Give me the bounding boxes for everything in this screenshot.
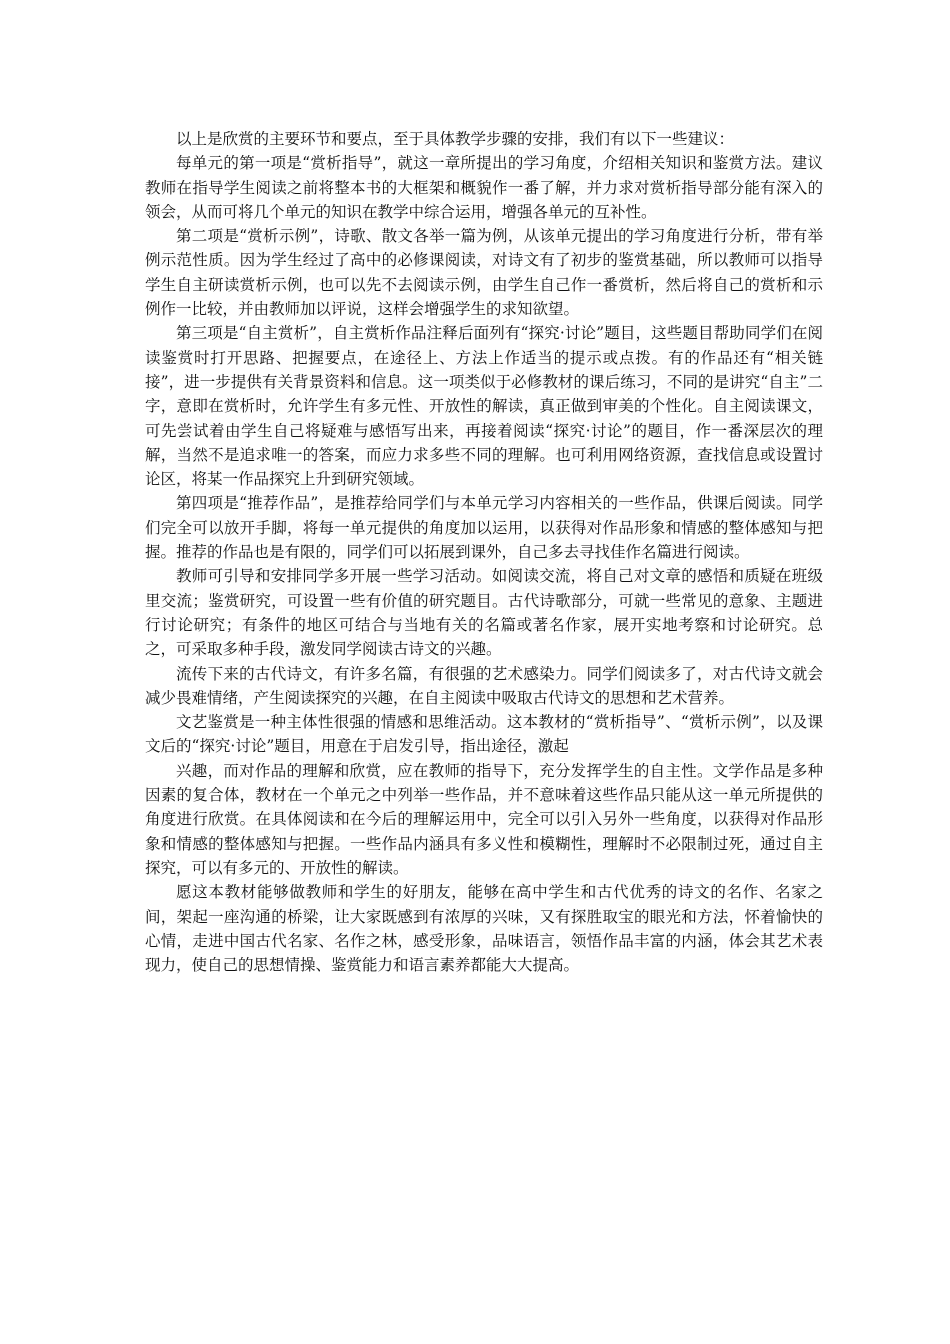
paragraph-ancient-poetry: 流传下来的古代诗文，有许多名篇，有很强的艺术感染力。同学们阅读多了，对古代诗文就会减少畏难情绪，产生阅读探究的兴趣，在自主阅读中吸取古代诗文的思想和艺术营养。: [145, 664, 823, 707]
document-body: [145, 127, 823, 977]
paragraph-appreciation-guide: 每单元的第一项是“赏析指导”，就这一章所提出的学习角度，介绍相关知识和鉴赏方法。建议教师在指导学生阅读之前将整本书的大框架和概貌作一番了解，并力求对赏析指导部分能有深入的领会，从而可将几个单元的知识在教学中综合运用，增强各单元的互补性。: [145, 154, 823, 221]
paragraph-recommended-works: 第四项是“推荐作品”，是推荐给同学们与本单元学习内容相关的一些作品，供课后阅读。同学们完全可以放开手脚，将每一单元提供的角度加以运用，以获得对作品形象和情感的整体感知与把握。推荐的作品也是有限的，同学们可以拓展到课外，自己多去寻找佳作名篇进行阅读。: [145, 494, 823, 562]
paragraph-learning-activities: 教师可引导和安排同学多开展一些学习活动。如阅读交流，将自己对文章的感悟和质疑在班级里交流；鉴赏研究，可设置一些有价值的研究题目。古代诗歌部分，可就一些常见的意象、主题进行讨论研究；有条件的地区可结合与当地有关的名篇或著名作家，展开实地考察和讨论研究。总之，可采取多种手段，激发同学阅读古诗文的兴趣。: [145, 567, 823, 659]
paragraph-closing-wish: 愿这本教材能够做教师和学生的好朋友，能够在高中学生和古代优秀的诗文的名作、名家之间，架起一座沟通的桥梁，让大家既感到有浓厚的兴味，又有探胜取宝的眼光和方法，怀着愉快的心情，走进中国古代名家、名作之林，感受形象，品味语言，领悟作品丰富的内涵，体会其艺术表现力，使自己的思想情操、鉴赏能力和语言素养都能大大提高。: [145, 883, 823, 975]
paragraph-literary-appreciation: 文艺鉴赏是一种主体性很强的情感和思维活动。这本教材的“赏析指导”、“赏析示例”，以及课文后的“探究·讨论”题目，用意在于启发引导，指出途径，激起: [145, 713, 823, 756]
paragraph-interest-autonomy: 兴趣，而对作品的理解和欣赏，应在教师的指导下，充分发挥学生的自主性。文学作品是多种因素的复合体，教材在一个单元之中列举一些作品，并不意味着这些作品只能从这一单元所提供的角度进行欣赏。在具体阅读和在今后的理解运用中，完全可以引入另外一些角度，以获得对作品形象和情感的整体感知与把握。一些作品内涵具有多义性和模糊性，理解时不必限制过死，通过自主探究，可以有多元的、开放性的解读。: [145, 761, 823, 877]
paragraph-appreciation-example: 第二项是“赏析示例”，诗歌、散文各举一篇为例，从该单元提出的学习角度进行分析，带有举例示范性质。因为学生经过了高中的必修课阅读，对诗文有了初步的鉴赏基础，所以教师可以指导学生自主研读赏析示例，也可以先不去阅读示例，由学生自己作一番赏析，然后将自己的赏析和示例作一比较，并由教师加以评说，这样会增强学生的求知欲望。: [145, 227, 823, 319]
paragraph-independent-appreciation: 第三项是“自主赏析”，自主赏析作品注释后面列有“探究·讨论”题目，这些题目帮助同学们在阅读鉴赏时打开思路、把握要点，在途径上、方法上作适当的提示或点拨。有的作品还有“相关链接”，进一步提供有关背景资料和信息。这一项类似于必修教材的课后练习，不同的是讲究“自主”二字，意即在赏析时，允许学生有多元性、开放性的解读，真正做到审美的个性化。自主阅读课文，可先尝试着由学生自己将疑难与感悟写出来，再接着阅读“探究·讨论”的题目，作一番深层次的理解，当然不是追求唯一的答案，而应力求多些不同的理解。也可利用网络资源，查找信息或设置讨论区，将某一作品探究上升到研究领域。: [145, 324, 823, 489]
paragraph-intro: 以上是欣赏的主要环节和要点，至于具体教学步骤的安排，我们有以下一些建议：: [176, 130, 735, 148]
